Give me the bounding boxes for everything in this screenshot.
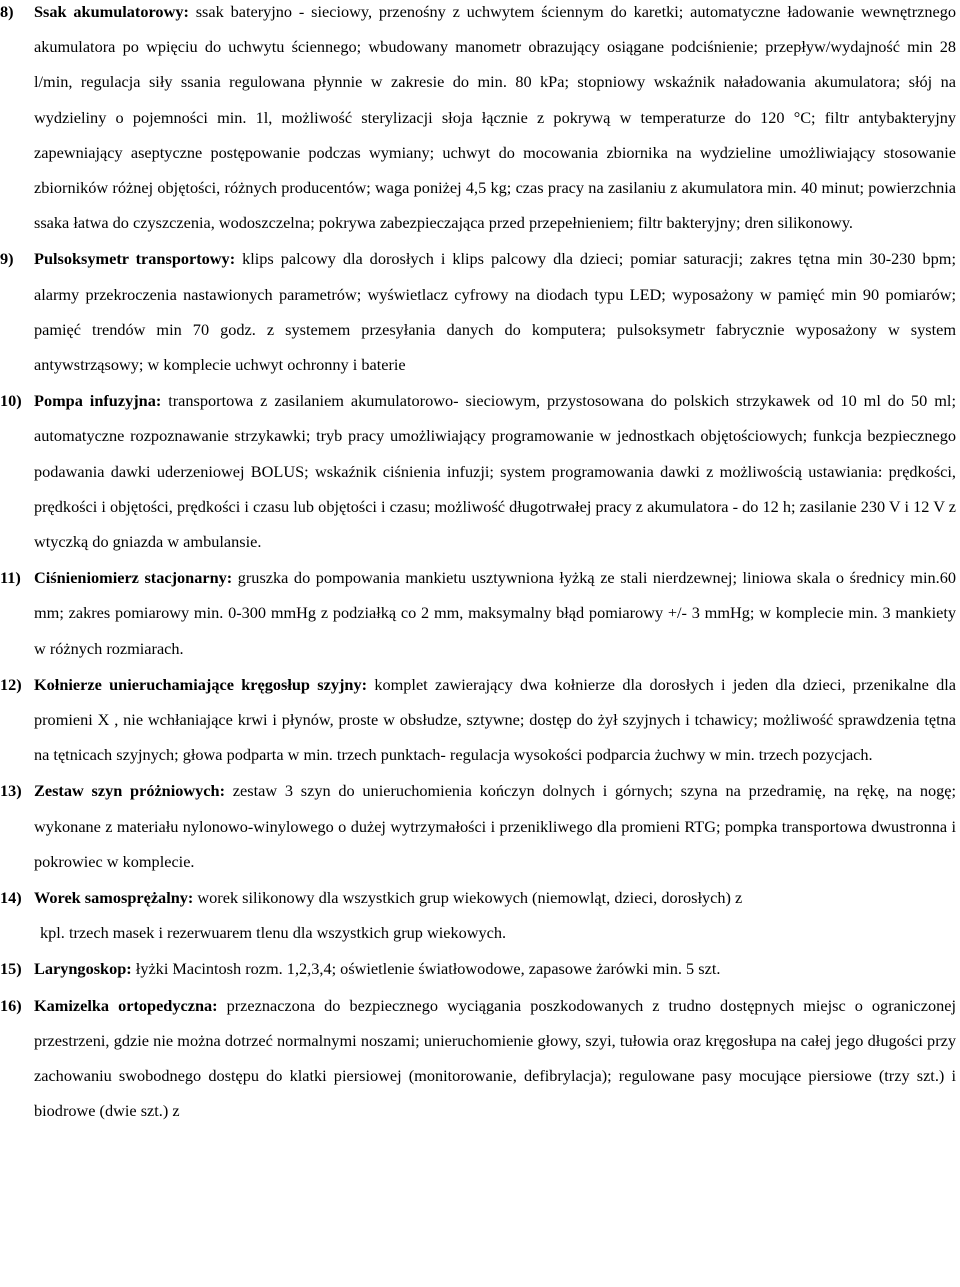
list-item-15 (0, 951, 960, 986)
item-body (34, 951, 956, 986)
item-text: klips palcowy dla dorosłych i klips palcowy dla dzieci; pomiar saturacji; zakres tętna min 30-230 bpm; alarmy przekroczenia nastawionych parametrów; wyświetlacz cyfrowy na diodach typu LED; wyposażony w pamięć min 90 pomiarów; pamięć trendów min 70 godz. z systemem przesyłania danych do komputera; pulsoksymetr fabrycznie wyposażony w system antywstrząsowy; w komplecie uchwyt ochronny i baterie (34, 249, 956, 375)
item-body (34, 988, 956, 1129)
item-body (34, 773, 956, 879)
item-number: 10) (0, 391, 22, 411)
item-body (34, 383, 956, 559)
item-text: gruszka do pompowania mankietu usztywniona łyżką ze stali nierdzewnej; liniowa skala o średnicy min.60 mm; zakres pomiarowy min. 0-300 mmHg z podziałką co 2 mm, maksymalny błąd pomiarowy +/- 3 mmHg; w komplecie min. 3 mankiety w różnych rozmiarach. (34, 568, 956, 658)
list-item-13 (0, 773, 960, 879)
item-number: 8) (0, 2, 14, 21)
item-text: worek silikonowy dla wszystkich grup wiekowych (niemowląt, dzieci, dorosłych) z (193, 888, 743, 908)
item-title: Worek samosprężalny: (34, 888, 194, 908)
list-item-16 (0, 988, 960, 1129)
item-text: łyżki Macintosh rozm. 1,2,3,4; oświetlenie światłowodowe, zapasowe żarówki min. 5 szt. (131, 959, 721, 979)
list-item-12 (0, 667, 960, 773)
item-text: przeznaczona do bezpiecznego wyciągania poszkodowanych z trudno dostępnych miejsc o ograniczonej przestrzeni, gdzie nie można dotrzeć normalnymi noszami; unieruchomienie głowy, szyi, tułowia oraz kręgosłupa na całej jego długości przy zachowaniu swobodnego dostępu do klatki piersiowej (monitorowanie, defibrylacja); regulowane pasy mocujące piersiowe (trzy szt.) i biodrowe (dwie szt.) z (34, 995, 956, 1121)
item-text: komplet zawierający dwa kołnierze dla dorosłych i jeden dla dzieci, przenikalne dla promieni X , nie wchłaniające krwi i płynów, proste w obsłudze, sztywne; dostęp do żył szyjnych i tchawicy; możliwość sprawdzenia tętna na tętnicach szyjnych; głowa podparta w min. trzech punktach- regulacja wysokości podparcia żuchwy w min. trzech pozycjach. (34, 674, 956, 765)
item-text: zestaw 3 szyn do unieruchomienia kończyn dolnych i górnych; szyna na przedramię, na rękę, na nogę; wykonane z materiału nylonowo-winylowego o dużej wytrzymałości i przenikliwego dla promieni RTG; pompka transportowa dwustronna i pokrowiec w komplecie. (34, 781, 956, 871)
item-body (34, 880, 956, 915)
item-body (34, 560, 956, 666)
item-number: 9) (0, 249, 14, 269)
item-number: 13) (0, 781, 22, 801)
item-text: ssak bateryjno - sieciowy, przenośny z uchwytem ściennym do karetki; automatyczne ładowanie wewnętrznego akumulatora po wpięciu do uchwytu ściennego; wbudowany manometr obrazujący osiągane podciśnienie; przepływ/wydajność min 28 l/min, regulacja siły ssania regulowana płynnie w zakresie do min. 80 kPa; stopniowy wskaźnik naładowania akumulatora; słój na wydzieliny o pojemności min. 1l, możliwość sterylizacji słoja łącznie z pokrywą w temperaturze do 120 °C; filtr antybakteryjny zapewniający aseptyczne postępowanie podczas wymiany; uchwyt do mocowania zbiornika na wydzieline umożliwiający stosowanie zbiorników różnej objętości, różnych producentów; waga poniżej 4,5 kg; czas pracy na zasilaniu z akumulatora min. 40 minut; powierzchnia ssaka łatwa do czyszczenia, wodoszczelna; pokrywa zabezpieczająca przed przepełnieniem; filtr bakteryjny; dren silikonowy. (34, 2, 956, 233)
item-text: transportowa z zasilaniem akumulatorowo- sieciowym, przystosowana do polskich strzykawek od 10 ml do 50 ml; automatyczne rozpoznawanie strzykawki; tryb pracy umożliwiający programowanie w jednostkach objętościowych; funkcja bezpiecznego podawania dawki uderzeniowej BOLUS; wskaźnik ciśnienia infuzji; system programowania dawki z możliwością ustawiania: prędkości, prędkości i objętości, prędkości i czasu lub objętości i czasu; możliwość długotrwałej pracy z akumulatora - do 12 h; zasilanie 230 V i 12 V z wtyczką do gniazda w ambulansie. (34, 391, 956, 552)
list-item-9 (0, 241, 960, 382)
item-number: 16) (0, 995, 22, 1015)
item-title: Zestaw szyn próżniowych: (34, 781, 226, 801)
item-title: Pompa infuzyjna: (34, 391, 162, 411)
item-title: Kołnierze unieruchamiające kręgosłup szyjny: (34, 674, 368, 694)
list-item-11 (0, 560, 960, 666)
item-title: Laryngoskop: (34, 959, 132, 979)
item-number: 12) (0, 674, 22, 694)
item-body (34, 667, 956, 773)
item-number: 15) (0, 959, 22, 979)
list-item-8 (0, 0, 960, 240)
item-number: 11) (0, 568, 21, 588)
item-continuation: kpl. trzech masek i rezerwuarem tlenu dla wszystkich grup wiekowych. (40, 923, 507, 943)
list-item-14 (0, 880, 960, 950)
item-title: Pulsoksymetr transportowy: (34, 249, 236, 269)
item-title: Kamizelka ortopedyczna: (34, 995, 218, 1015)
item-title: Ssak akumulatorowy: (34, 2, 189, 21)
item-title: Ciśnieniomierz stacjonarny: (34, 568, 233, 588)
item-body (34, 0, 956, 240)
item-number: 14) (0, 888, 22, 908)
item-body (34, 241, 956, 382)
list-item-10 (0, 383, 960, 559)
